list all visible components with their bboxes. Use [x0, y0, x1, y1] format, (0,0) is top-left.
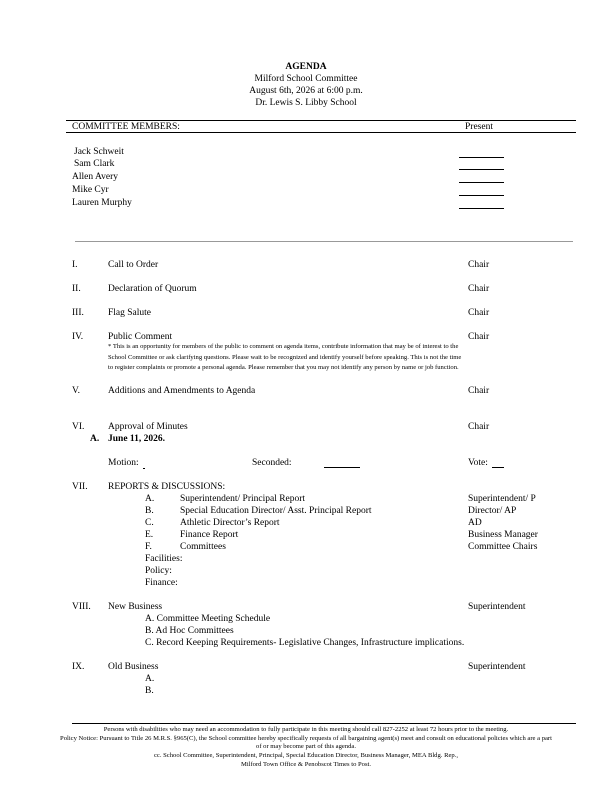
cc-list-continued: Milford Town Office & Penobscot Times to Post.	[240, 760, 372, 768]
vote-blank	[492, 467, 504, 468]
public-comment-note: School Committee or ask clarifying questions. Please wait to be recognized and identify yourself before speaking. This is not the time	[108, 353, 462, 361]
item-number: VIII.	[72, 602, 91, 612]
minutes-letter: A.	[90, 434, 100, 444]
present-blank	[459, 169, 504, 170]
policy-notice: Policy Notice: Pursuant to Title 26 M.R.S. §965(C), the School committee hereby specifically requests of all bargaining agent(s) meet and consult on educational policies which are a part of or may become part of this agenda.	[60, 734, 552, 751]
motion-blank	[143, 468, 145, 469]
item-presenter: Chair	[468, 332, 490, 342]
item-number: III.	[72, 308, 84, 318]
member-name: Jack Schweit	[74, 147, 124, 157]
footer-rule	[72, 723, 576, 724]
report-presenter: Business Manager	[468, 530, 538, 540]
item-title: Old Business	[108, 662, 159, 672]
member-name: Mike Cyr	[72, 185, 109, 195]
report-title: Superintendent/ Principal Report	[180, 494, 306, 504]
report-letter: A.	[145, 494, 155, 504]
report-title: Committees	[180, 542, 226, 552]
item-presenter: Chair	[468, 308, 490, 318]
new-business-item: C. Record Keeping Requirements- Legislative Changes, Infrastructure implications.	[145, 638, 465, 648]
item-title: Declaration of Quorum	[108, 284, 197, 294]
present-blank	[459, 195, 504, 196]
report-title: Athletic Director’s Report	[180, 518, 280, 528]
item-presenter: Chair	[468, 422, 490, 432]
report-presenter: Superintendent/ P	[468, 494, 536, 504]
public-comment-note: * This is an opportunity for members of the public to comment on agenda items, contribute information that may be of interest to the	[108, 343, 459, 350]
item-number: VI.	[72, 422, 85, 432]
report-presenter: Director/ AP	[468, 506, 517, 516]
new-business-item: B. Ad Hoc Committees	[145, 626, 234, 636]
item-number: II.	[72, 284, 81, 294]
member-name: Allen Avery	[72, 172, 118, 182]
member-name: Sam Clark	[74, 159, 115, 169]
present-blank	[459, 182, 504, 183]
item-number: IV.	[72, 332, 84, 342]
item-presenter: Chair	[468, 386, 490, 396]
agenda-title: AGENDA	[285, 62, 327, 72]
seconded-blank	[324, 467, 360, 468]
new-business-item: A. Committee Meeting Schedule	[145, 614, 271, 624]
report-letter: F.	[145, 542, 152, 552]
item-presenter: Superintendent	[468, 602, 526, 612]
item-title: Approval of Minutes	[108, 422, 188, 432]
accommodation-notice: Persons with disabilities who may need an accommodation to fully participate in this meeting should call 827-2252 at least 72 hours prior to the meeting.	[103, 726, 509, 733]
report-letter: E.	[145, 530, 154, 540]
report-title: Special Education Director/ Asst. Principal Report	[180, 506, 372, 516]
members-top-rule	[66, 120, 576, 121]
old-business-item: A.	[145, 674, 155, 684]
item-title: REPORTS & DISCUSSIONS:	[108, 482, 226, 492]
organization-name: Milford School Committee	[254, 74, 358, 84]
vote-label: Vote:	[468, 458, 488, 468]
committee-label: Policy:	[145, 566, 172, 576]
item-number: VII.	[72, 482, 88, 492]
present-blank	[459, 157, 504, 158]
report-presenter: AD	[468, 518, 482, 528]
motion-label: Motion:	[108, 458, 139, 468]
section-divider	[75, 241, 573, 242]
report-letter: C.	[145, 518, 154, 528]
report-presenter: Committee Chairs	[468, 542, 538, 552]
item-number: IX.	[72, 662, 85, 672]
item-presenter: Superintendent	[468, 662, 526, 672]
item-title: New Business	[108, 602, 163, 612]
item-title: Public Comment	[108, 332, 173, 342]
item-title: Additions and Amendments to Agenda	[108, 386, 256, 396]
old-business-item: B.	[145, 686, 154, 696]
public-comment-note: to register complaints or promote a personal agenda. Please remember that you may not identify any person by name or job function.	[108, 364, 459, 371]
member-name: Lauren Murphy	[72, 198, 132, 208]
meeting-date: August 6th, 2026 at 6:00 p.m.	[249, 86, 363, 96]
committee-label: Finance:	[145, 578, 178, 588]
members-bottom-rule	[66, 132, 576, 133]
committee-label: Facilities:	[145, 554, 183, 564]
item-number: I.	[72, 260, 78, 270]
seconded-label: Seconded:	[252, 458, 292, 468]
cc-list: cc. School Committee, Superintendent, Principal, Special Education Director, Business Manager, MEA Bldg. Rep.,	[153, 752, 458, 759]
meeting-location: Dr. Lewis S. Libby School	[255, 98, 357, 108]
present-label: Present	[465, 122, 493, 132]
item-number: V.	[72, 386, 81, 396]
present-blank	[459, 208, 504, 209]
report-letter: B.	[145, 506, 154, 516]
members-heading: COMMITTEE MEMBERS:	[72, 122, 180, 132]
report-title: Finance Report	[180, 530, 239, 540]
minutes-date: June 11, 2026.	[108, 434, 166, 444]
item-title: Call to Order	[108, 260, 159, 270]
item-title: Flag Salute	[108, 308, 152, 318]
item-presenter: Chair	[468, 260, 490, 270]
item-presenter: Chair	[468, 284, 490, 294]
